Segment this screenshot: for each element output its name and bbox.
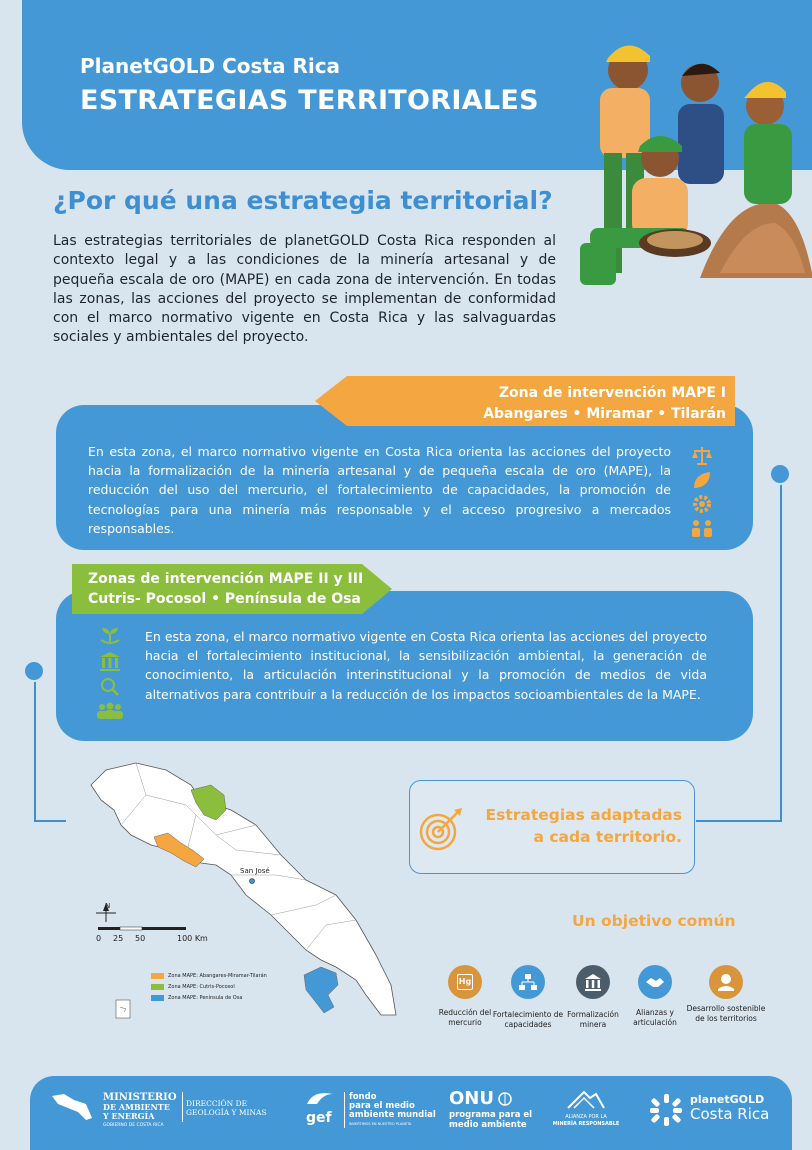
dgm-logo-text [186,1100,267,1117]
gef-swirl-icon [303,1088,341,1110]
zone2-title-line2: Cutris- Pocosol • Península de Osa [88,591,361,607]
minae-line: MINISTERIO [103,1092,177,1103]
minae-logo-text [103,1092,177,1120]
onu-line: medio ambiente [449,1120,527,1130]
legend-item [151,984,235,990]
leaf-icon [690,468,714,492]
planetgold-sun-icon [648,1092,684,1128]
planetgold-line: Costa Rica [690,1105,770,1123]
scale-label: 25 [113,934,124,943]
objective-heading: Un objetivo común [572,912,736,930]
alianza-line: ALIANZA POR LA [565,1114,607,1120]
objective-label: Reducción del mercurio [438,1008,492,1027]
minae-line: Y ENERGÍA [103,1110,155,1121]
objective-label: Formalización minera [567,1010,619,1029]
page-title: ESTRATEGIAS TERRITORIALES [80,85,539,116]
sustainable-icon [709,965,743,999]
brand-name: PlanetGOLD Costa Rica [80,54,341,78]
legend-swatch-orange [151,973,164,979]
miners-illustration [560,28,812,290]
minae-divider [182,1092,183,1122]
building-icon [98,650,122,672]
legend-item [151,995,242,1001]
alianza-logo-icon [566,1088,606,1112]
gef-sub: INVERTIMOS EN NUESTRO PLANETA [349,1122,412,1126]
strategy-text [462,804,682,848]
gear-icon [690,492,714,516]
zone2-title-line1: Zonas de intervención MAPE II y III [88,571,364,587]
minae-sub: GOBIERNO DE COSTA RICA [103,1123,164,1128]
handshake-icon [638,965,672,999]
connector-line-left [34,672,36,822]
un-emblem-icon [497,1091,513,1107]
target-icon [418,804,466,852]
connector-line-right-horizontal [696,820,782,822]
zone2-description: En esta zona, el marco normativo vigente en Costa Rica orienta las acciones del proyecto hacia el fortalecimiento institucional, la sensibilización ambiental, la generación de conocimiento, la articulación interinstitucional y la promoción de medios de vida alternativos para contribuir a la reducción de los impactos socioambientales de la MAPE. [145,629,707,702]
gef-text [349,1093,436,1120]
scale-label: 50 [135,934,146,943]
gef-line: fondo [349,1092,377,1102]
san-jose-marker [250,879,255,884]
connector-line-left-horizontal [34,820,66,822]
legend-label: Zona MAPE: Cutris-Pocosol [168,984,235,990]
costa-rica-shield-icon [50,1090,94,1126]
objective-label: Alianzas y articulación [633,1008,677,1027]
strategy-line2: a cada territorio. [533,828,682,846]
objective-label: Desarrollo sostenible de los territorios [686,1004,766,1023]
zone-osa [304,967,338,1013]
gef-line: ambiente mundial [349,1110,436,1120]
legend-swatch-blue [151,995,164,1001]
mercury-icon [448,965,482,999]
sprout-icon [98,624,122,646]
institution-icon [576,965,610,999]
group-icon [96,700,124,720]
connector-dot-left [23,660,45,682]
mercury-symbol: Hg [457,974,473,990]
search-icon [98,676,122,698]
dgm-line: GEOLOGÍA Y MINAS [186,1107,267,1117]
onu-line: programa para el [449,1110,533,1120]
gef-logo: gef [306,1110,332,1126]
zone1-title [483,383,726,425]
costa-rica-map [66,755,426,1045]
scale-bar [98,927,186,930]
gef-line: para el medio [349,1101,415,1111]
alianza-text [546,1114,626,1127]
dgm-line: DIRECCIÓN DE [186,1099,248,1108]
north-label: N [105,902,111,910]
section-heading: ¿Por qué una estrategia territorial? [53,186,553,215]
planetgold-line: planetGOLD [690,1093,765,1106]
legend-swatch-green [151,984,164,990]
scale-label: 100 Km [177,934,208,943]
planetgold-logo-text [690,1093,769,1123]
scale-label: 0 [96,934,102,943]
legend-label: Zona MAPE: Abangares-Miramar-Tilarán [168,973,267,979]
inset-box [116,1000,130,1018]
network-icon [511,965,545,999]
minae-line: DE AMBIENTE [103,1102,170,1112]
intro-paragraph: Las estrategias territoriales de planetGOLD Costa Rica responden al contexto legal y a las condiciones de la minería artesanal y de pequeña escala de oro (MAPE) en cada zona de intervención. En todas las zonas, las acciones del proyecto se implementan de conformidad con el marco normativo vigente en Costa Rica y las salvaguardas sociales y ambientales del proyecto. [53,233,556,346]
zone1-title-line2: Abangares • Miramar • Tilarán [483,406,726,422]
zone2-title [88,569,363,609]
objective-label: Fortalecimiento de capacidades [492,1010,564,1029]
scales-icon [690,444,714,468]
legend-label: Zona MAPE: Península de Osa [168,995,243,1001]
san-jose-label: San José [240,867,270,875]
onu-logo: ONU [449,1088,494,1109]
connector-dot-right [769,463,791,485]
gef-divider [344,1092,345,1128]
alianza-line: MINERÍA RESPONSABLE [552,1120,620,1127]
strategy-line1: Estrategias adaptadas [485,806,682,824]
zone1-description: En esta zona, el marco normativo vigente en Costa Rica orienta las acciones del proyecto hacia la formalización de la minería artesanal y de pequeña escala de oro (MAPE), la reducción del uso del mercurio, el fortalecimiento de capacidades, la promoción de tecnologías para una minería más responsable y el acceso progresivo a mercados responsables. [88,444,671,536]
onu-text [449,1110,532,1130]
people-icon [690,516,714,540]
legend-item [151,973,267,979]
connector-line-right [780,474,782,820]
zone1-title-line1: Zona de intervención MAPE I [498,385,726,401]
